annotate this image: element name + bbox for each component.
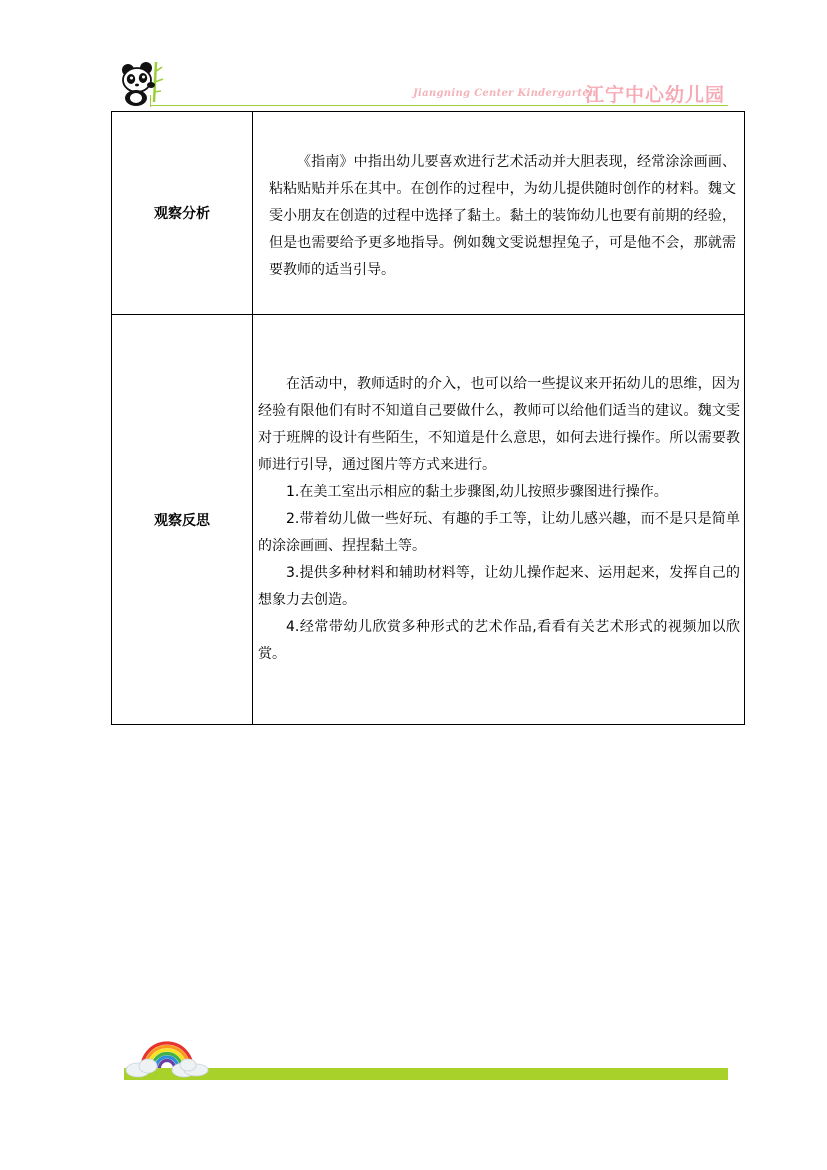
reflection-paragraph-intro: 在活动中，教师适时的介入，也可以给一些提议来开拓幼儿的思维，因为经验有限他们有时不知道自己要做什么，教师可以给他们适当的建议。魏文雯对于班牌的设计有些陌生，不知道是什么意思，如何去进行操作。所以需要教师进行引导，通过图片等方式来进行。 bbox=[258, 376, 740, 473]
reflection-paragraph-4: 4.经常带幼儿欣赏多种形式的艺术作品,看看有关艺术形式的视频加以欣赏。 bbox=[258, 619, 740, 662]
school-name-cn: 江宁中心幼儿园 bbox=[585, 84, 726, 106]
reflection-paragraph-1: 1.在美工室出示相应的黏土步骤图,幼儿按照步骤图进行操作。 bbox=[286, 484, 668, 500]
row-content-reflection bbox=[253, 315, 745, 725]
row-label-analysis: 观察分析 bbox=[112, 112, 253, 315]
table-row-analysis bbox=[112, 112, 745, 315]
reflection-paragraph-3: 3.提供多种材料和辅助材料等，让幼儿操作起来、运用起来，发挥自己的想象力去创造。 bbox=[258, 565, 740, 608]
row-content-analysis bbox=[253, 112, 745, 315]
rainbow-cloud-icon bbox=[124, 1028, 210, 1080]
observation-table bbox=[111, 111, 745, 725]
school-name-en: Jiangning Center Kindergarten bbox=[413, 88, 597, 99]
analysis-paragraph: 《指南》中指出幼儿要喜欢进行艺术活动并大胆表现，经常涂涂画画、粘粘贴贴并乐在其中。在创作的过程中，为幼儿提供随时创作的材料。魏文雯小朋友在创造的过程中选择了黏土。黏土的装饰幼儿也要有前期的经验，但是也需要给予更多地指导。例如魏文雯说想捏兔子，可是他不会，那就需要教师的适当引导。 bbox=[269, 153, 736, 278]
reflection-paragraph-2: 2.带着幼儿做一些好玩、有趣的手工等，让幼儿感兴趣，而不是只是简单的涂涂画画、捏捏黏土等。 bbox=[258, 511, 740, 554]
table-row-reflection bbox=[112, 315, 745, 725]
row-label-reflection: 观察反思 bbox=[112, 315, 253, 725]
footer-bar bbox=[124, 1068, 728, 1080]
